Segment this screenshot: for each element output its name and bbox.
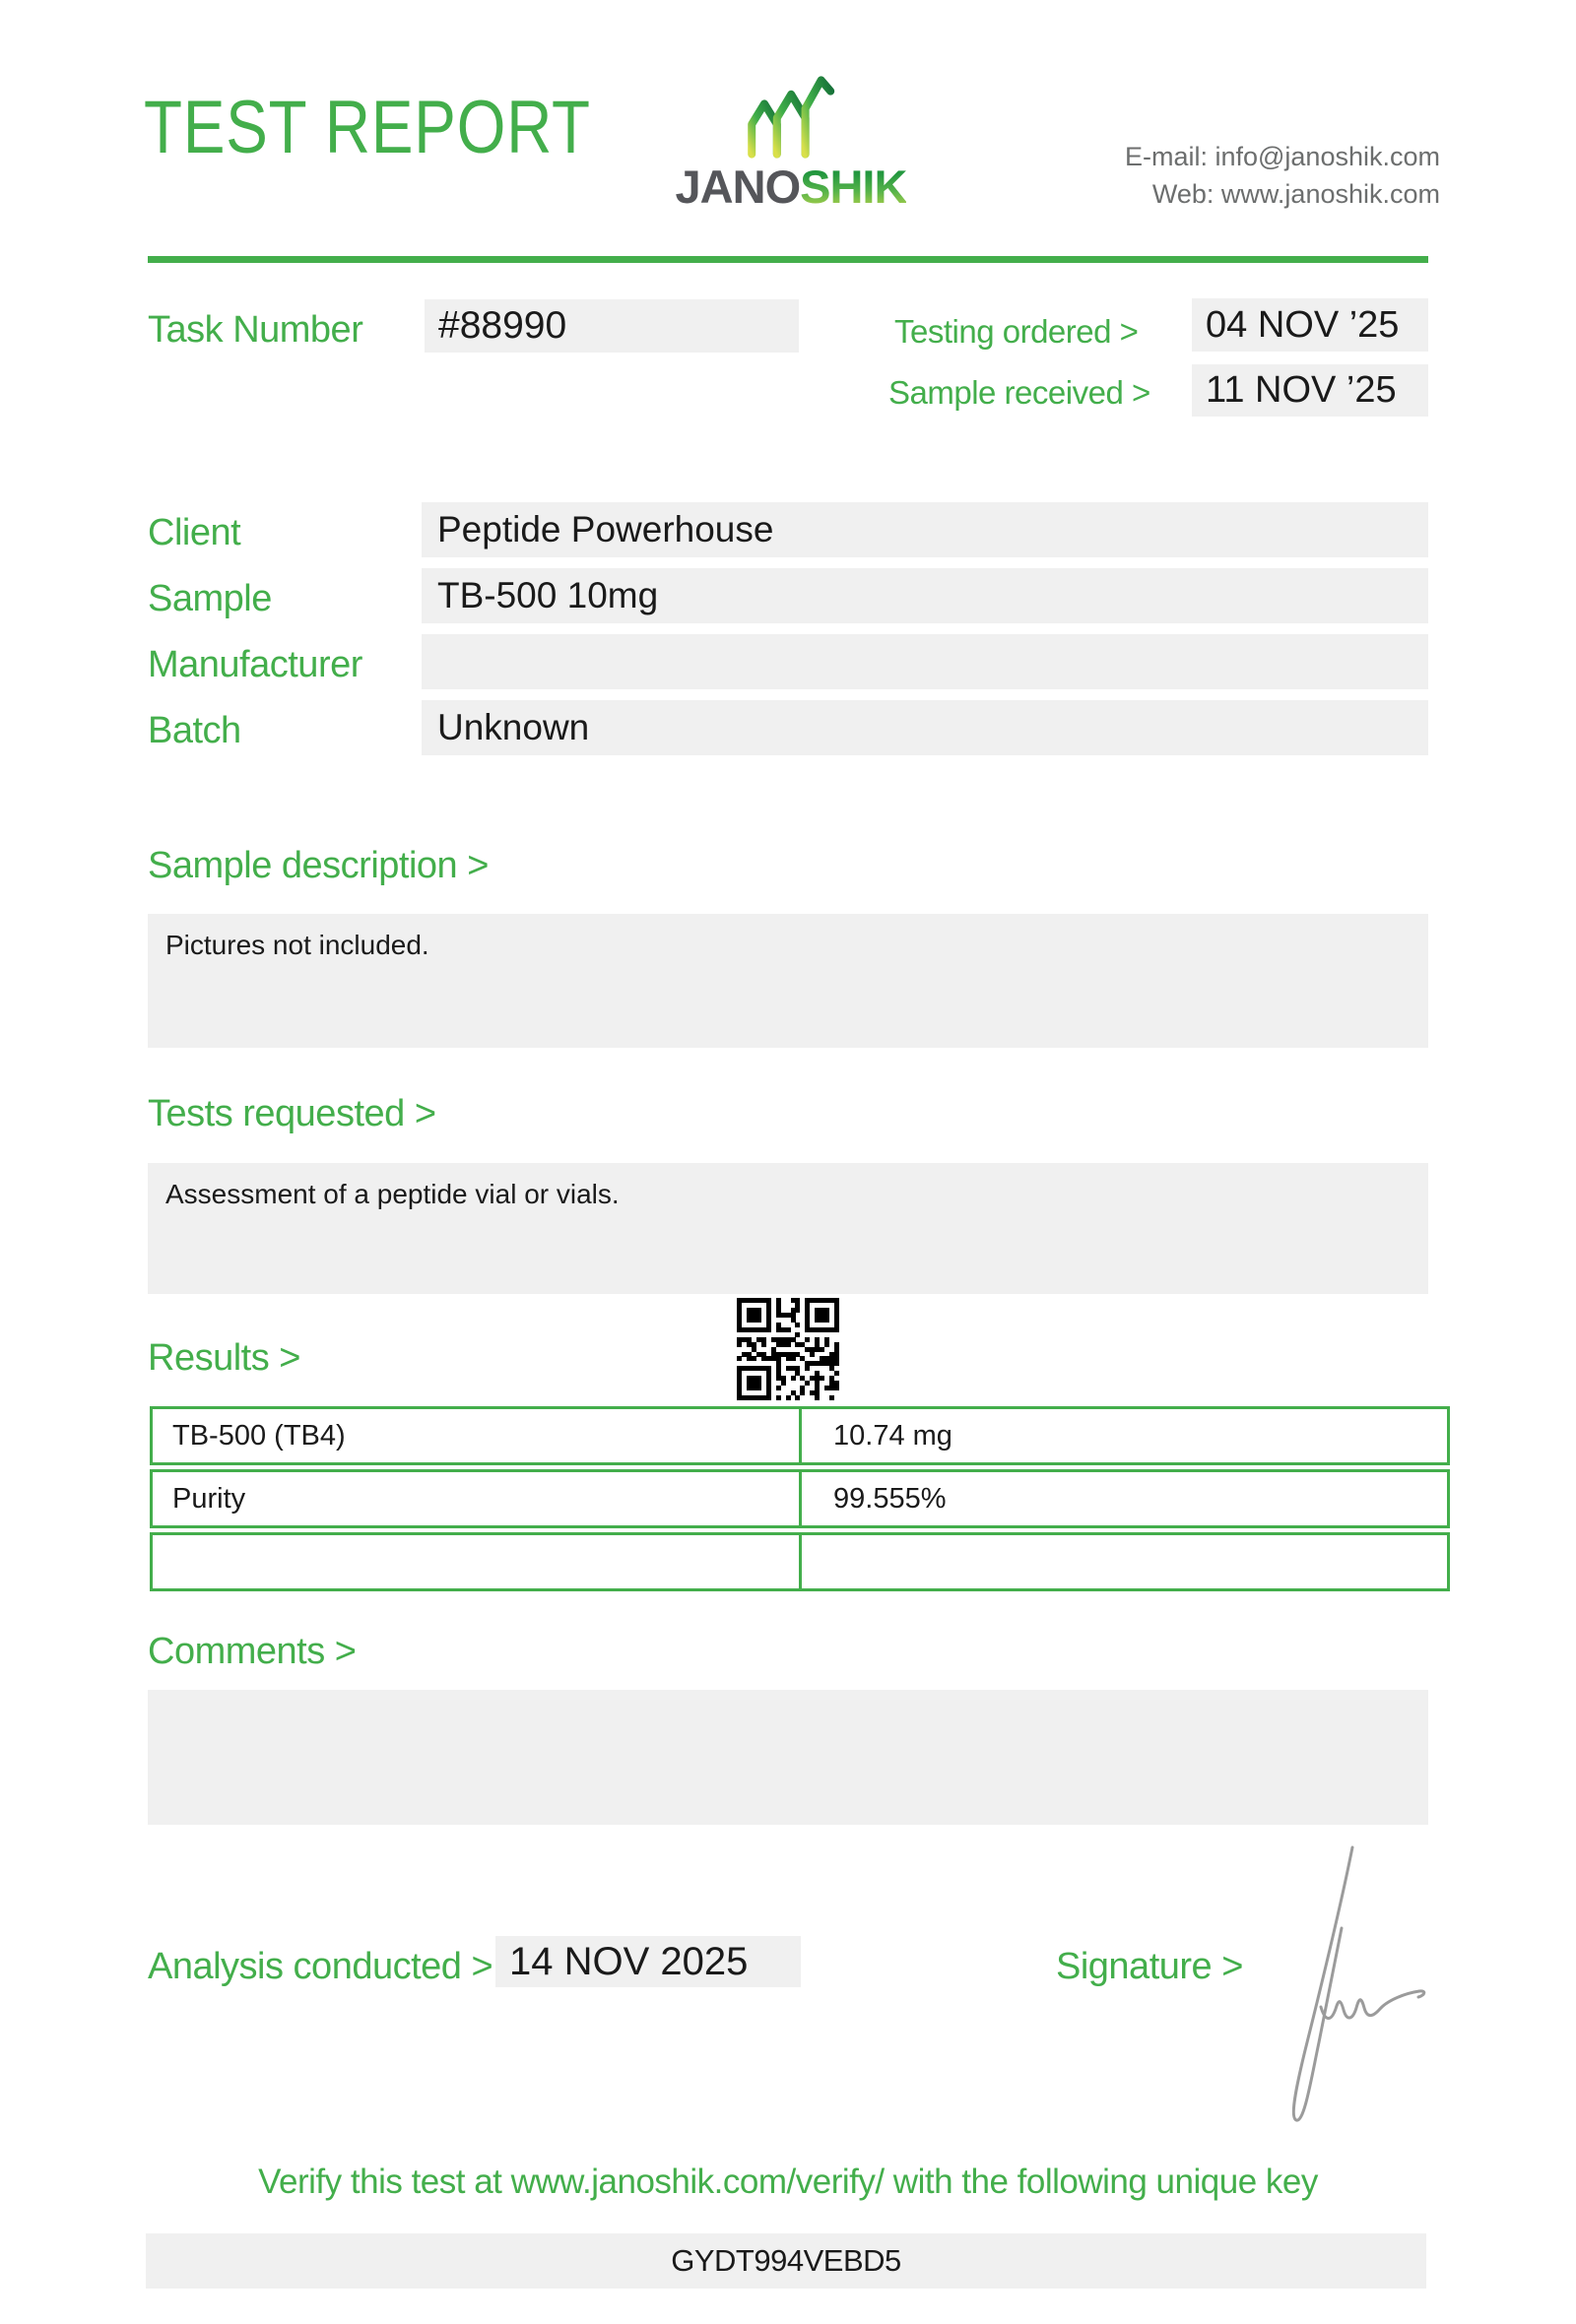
logo-wordmark	[650, 160, 932, 214]
qr-finder-icon	[737, 1366, 771, 1400]
client-label: Client	[148, 512, 241, 553]
results-table-row	[150, 1532, 1450, 1591]
manufacturer-value	[422, 634, 1428, 689]
sample-value: TB-500 10mg	[422, 568, 1428, 623]
sample-description-box: Pictures not included.	[148, 914, 1428, 1048]
contact-web: Web: www.janoshik.com	[1151, 179, 1440, 209]
contact-info	[1125, 138, 1440, 213]
verify-instruction: Verify this test at www.janoshik.com/verify/ with the following unique key	[258, 2163, 1318, 2201]
results-heading: Results >	[148, 1337, 300, 1379]
client-value: Peptide Powerhouse	[422, 502, 1428, 557]
comments-box	[148, 1690, 1428, 1825]
page-title: TEST REPORT	[144, 86, 591, 169]
task-number-value: #88990	[425, 299, 799, 353]
results-table-row	[150, 1406, 1450, 1465]
analysis-conducted-value: 14 NOV 2025	[495, 1936, 801, 1987]
result-value: 10.74 mg	[833, 1420, 952, 1452]
sample-label: Sample	[148, 578, 272, 619]
testing-ordered-label: Testing ordered >	[894, 313, 1139, 350]
qr-code	[737, 1298, 839, 1400]
batch-label: Batch	[148, 710, 241, 751]
results-table-row	[150, 1469, 1450, 1528]
qr-finder-icon	[805, 1298, 839, 1332]
signature-label: Signature >	[1056, 1946, 1243, 1987]
comments-heading: Comments >	[148, 1631, 357, 1672]
manufacturer-label: Manufacturer	[148, 644, 362, 685]
result-name: Purity	[153, 1472, 802, 1525]
result-name	[153, 1535, 802, 1588]
sample-received-label: Sample received >	[888, 374, 1150, 411]
tests-requested-box: Assessment of a peptide vial or vials.	[148, 1163, 1428, 1294]
qr-finder-icon	[737, 1298, 771, 1332]
result-value: 99.555%	[833, 1483, 947, 1515]
header-divider	[148, 256, 1428, 263]
growth-chart-icon	[741, 71, 835, 163]
signature-image	[1236, 1834, 1443, 2139]
result-name: TB-500 (TB4)	[153, 1409, 802, 1462]
logo-text-jano: JANO	[675, 161, 801, 213]
sample-description-heading: Sample description >	[148, 845, 489, 886]
unique-key: GYDT994VEBD5	[146, 2233, 1426, 2289]
testing-ordered-value: 04 NOV ’25	[1192, 298, 1428, 352]
analysis-conducted-label: Analysis conducted >	[148, 1946, 493, 1987]
task-number-label: Task Number	[148, 309, 363, 351]
contact-email: E-mail: info@janoshik.com	[1124, 142, 1440, 171]
tests-requested-heading: Tests requested >	[148, 1093, 436, 1134]
batch-value: Unknown	[422, 700, 1428, 755]
result-value	[802, 1535, 1447, 1588]
sample-received-value: 11 NOV ’25	[1192, 364, 1428, 417]
logo-text-shik: SHIK	[800, 161, 907, 213]
